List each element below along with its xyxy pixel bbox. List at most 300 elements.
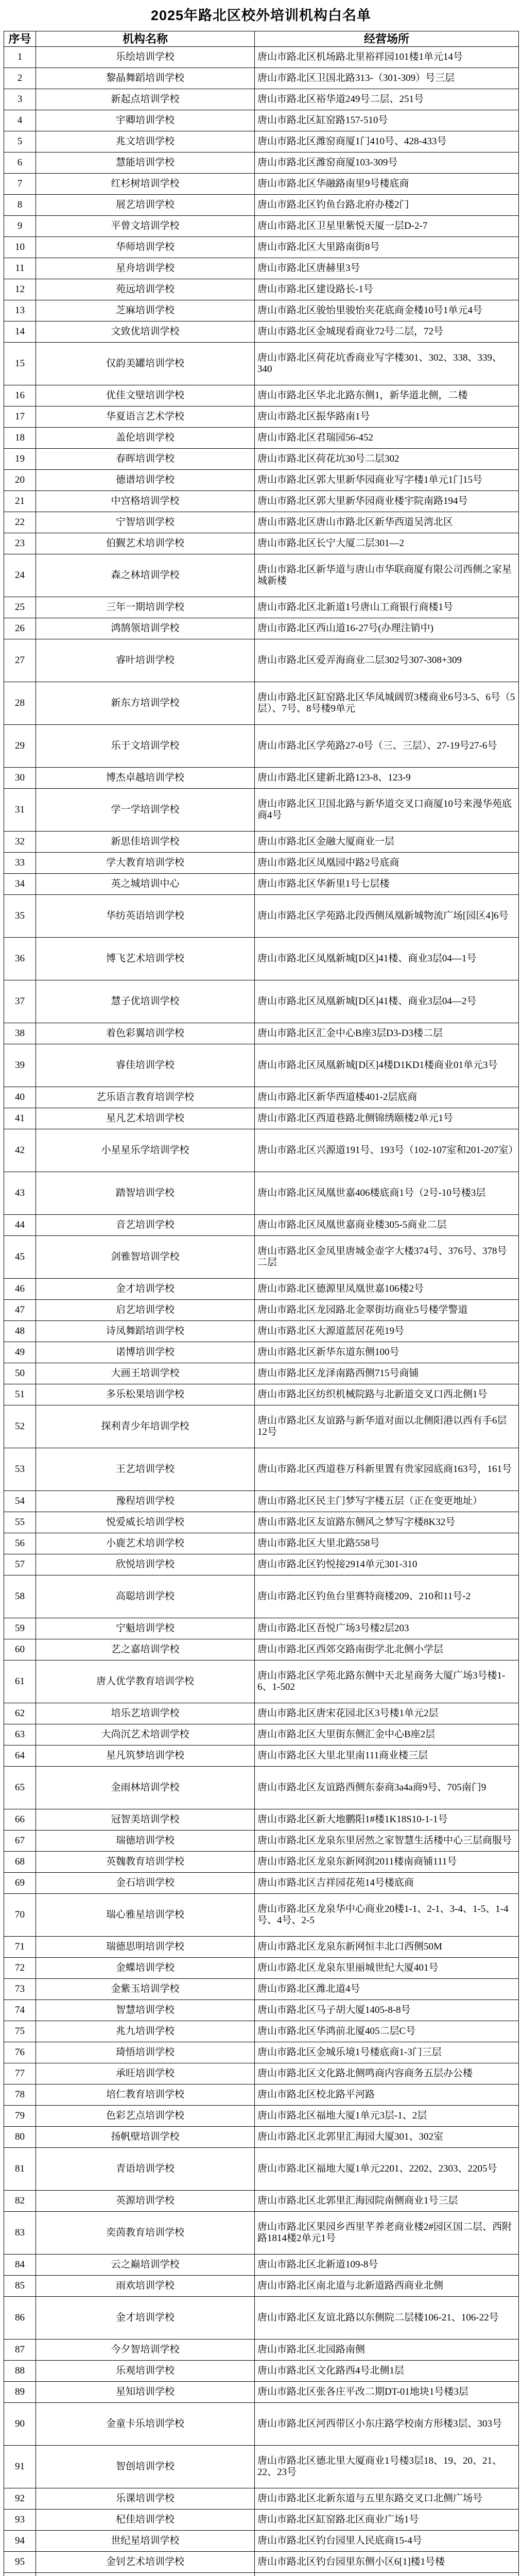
- row-business-address: 唐山市路北区友谊路与新华道对面以北侧阳港以西有手6层12号: [255, 1405, 519, 1448]
- row-institution-name: 云之巅培训学校: [36, 2255, 255, 2276]
- table-row: [4, 343, 519, 385]
- row-serial: 41: [4, 1108, 36, 1129]
- row-institution-name: 兆九培训学校: [36, 2021, 255, 2042]
- table-row: [4, 789, 519, 832]
- row-business-address: 唐山市路北区长宁大厦二层301—2: [255, 533, 519, 554]
- table-row: [4, 216, 519, 237]
- row-business-address: 唐山市路北区北郭里汇海园大厦301、302室: [255, 2127, 519, 2148]
- table-row: [4, 1129, 519, 1172]
- row-serial: 16: [4, 385, 36, 406]
- row-business-address: 唐山市路北区新大地鹏阳1#楼1K18S10-1-1号: [255, 1809, 519, 1831]
- row-business-address: 唐山市路北区果园乡西里芊养老商业楼2#园区国二层、西附路1814楼2单元1号: [255, 2212, 519, 2255]
- row-serial: 17: [4, 406, 36, 428]
- row-institution-name: 乐课培训学校: [36, 2488, 255, 2510]
- row-serial: 43: [4, 1172, 36, 1215]
- row-serial: 31: [4, 789, 36, 832]
- row-institution-name: 艺之嘉培训学校: [36, 1639, 255, 1660]
- row-institution-name: 新东方培训学校: [36, 682, 255, 725]
- row-serial: 42: [4, 1129, 36, 1172]
- table-row: [4, 639, 519, 682]
- row-business-address: 唐山市路北区卫星里紫悦天厦一层D-2-7: [255, 216, 519, 237]
- table-row: [4, 2106, 519, 2127]
- row-business-address: 唐山市路北区北园路南侧: [255, 2340, 519, 2361]
- row-serial: 26: [4, 618, 36, 639]
- row-business-address: 唐山市路北区西道巷万科新里置有贵家园底商163号，161号: [255, 1448, 519, 1491]
- table-row: [4, 300, 519, 321]
- row-serial: 12: [4, 279, 36, 300]
- row-serial: 92: [4, 2488, 36, 2510]
- row-institution-name: 慧子优培训学校: [36, 980, 255, 1023]
- table-row: [4, 682, 519, 725]
- row-institution-name: 华纺英语培训学校: [36, 895, 255, 938]
- row-business-address: [255, 2573, 519, 2576]
- table-row: [4, 2552, 519, 2573]
- row-institution-name: 金才培训学校: [36, 2297, 255, 2340]
- row-business-address: 唐山市路北区纺织机械院路与北新道交叉口西北侧1号: [255, 1384, 519, 1405]
- row-institution-name: 诺博培训学校: [36, 1342, 255, 1363]
- row-business-address: 唐山市路北区民主门梦写字楼五层（正在变更地址）: [255, 1491, 519, 1512]
- row-business-address: 唐山市路北区大源道蓝居花苑19号: [255, 1321, 519, 1342]
- table-row: [4, 1745, 519, 1767]
- header-institution-name: 机构名称: [36, 31, 255, 47]
- row-business-address: 唐山市路北区汇金中心B座3层D3-D3楼二层: [255, 1023, 519, 1044]
- row-serial: 38: [4, 1023, 36, 1044]
- row-business-address: 唐山市路北区德源里凤凰世嘉106楼2号: [255, 1279, 519, 1300]
- row-institution-name: 博杰卓越培训学校: [36, 768, 255, 789]
- table-row: [4, 2021, 519, 2042]
- row-business-address: 唐山市路北区北郭里汇海园院南侧商业1号三层: [255, 2191, 519, 2212]
- document-title: 2025年路北区校外培训机构白名单: [150, 8, 372, 23]
- row-institution-name: 睿叶培训学校: [36, 639, 255, 682]
- row-institution-name: 今夕智培训学校: [36, 2340, 255, 2361]
- row-institution-name: 金钊艺术培训学校: [36, 2552, 255, 2573]
- row-business-address: 唐山市路北区北新道109-8号: [255, 2255, 519, 2276]
- row-institution-name: 新起点培训学校: [36, 89, 255, 110]
- row-business-address: 唐山市路北区友谊北路以东侧院二层楼106-21、106-22号: [255, 2297, 519, 2340]
- row-serial: 36: [4, 938, 36, 980]
- row-business-address: 唐山市路北区学苑路27-0号（三、三层）、27-19号27-6号: [255, 725, 519, 768]
- row-institution-name: 宁智培训学校: [36, 512, 255, 533]
- row-institution-name: 鸿鹄领培训学校: [36, 618, 255, 639]
- row-serial: 30: [4, 768, 36, 789]
- table-row: [4, 725, 519, 768]
- row-institution-name: 苑远培训学校: [36, 279, 255, 300]
- row-business-address: 唐山市路北区卫国北路与新华道交叉口商厦10号来漫华苑底商4号: [255, 789, 519, 832]
- row-serial: 57: [4, 1554, 36, 1575]
- table-row: [4, 1831, 519, 1852]
- row-business-address: 唐山市路北区荷花坑30号二层302: [255, 449, 519, 470]
- row-business-address: 唐山市路北区龙泽南路西侧715号商铺: [255, 1363, 519, 1384]
- row-serial: 20: [4, 470, 36, 491]
- row-institution-name: 王艺培训学校: [36, 1448, 255, 1491]
- table-row: [4, 533, 519, 554]
- row-serial: 9: [4, 216, 36, 237]
- row-business-address: 唐山市路北区龙泉东里居然之家智慧生活楼中心三层商服号: [255, 1831, 519, 1852]
- row-institution-name: 黎晶舞蹈培训学校: [36, 68, 255, 89]
- row-business-address: 唐山市路北区凤凰新城[D区]4楼D1KD1楼商业01单元3号: [255, 1044, 519, 1087]
- row-institution-name: 金雨林培训学校: [36, 1767, 255, 1809]
- row-business-address: 唐山市路北区钓鱼台路北府办楼2门: [255, 195, 519, 216]
- table-row: [4, 1618, 519, 1639]
- row-serial: 89: [4, 2382, 36, 2403]
- row-serial: 2: [4, 68, 36, 89]
- row-business-address: 唐山市路北区郭大里新华园商业楼宇院南路194号: [255, 491, 519, 512]
- row-institution-name: 琦悟培训学校: [36, 2042, 255, 2063]
- table-row: [4, 2573, 519, 2576]
- row-business-address: 唐山市路北区德北里大厦商业1号楼3层18、19、20、21、22、23号: [255, 2446, 519, 2488]
- table-row: [4, 1937, 519, 1958]
- table-row: [4, 2255, 519, 2276]
- row-business-address: 唐山市路北区福地大厦1单元2201、2202、2303、2205号: [255, 2148, 519, 2191]
- row-institution-name: 三年一期培训学校: [36, 597, 255, 618]
- row-institution-name: 智慧培训学校: [36, 2000, 255, 2021]
- row-institution-name: [36, 2573, 255, 2576]
- row-business-address: 唐山市路北区学苑路北段西侧凤凰新城物流广场[园区4]6号: [255, 895, 519, 938]
- row-institution-name: 乐观培训学校: [36, 2361, 255, 2382]
- table-row: [4, 1172, 519, 1215]
- row-institution-name: 大画王培训学校: [36, 1363, 255, 1384]
- table-row: [4, 853, 519, 874]
- row-institution-name: 大尚沉艺术培训学校: [36, 1724, 255, 1745]
- table-row: [4, 1215, 519, 1236]
- row-business-address: 唐山市路北区凤凰新城[D区]41楼、商业3层04—1号: [255, 938, 519, 980]
- row-serial: 75: [4, 2021, 36, 2042]
- row-business-address: 唐山市路北区金城乐境1号楼底商1-3门三层: [255, 2042, 519, 2063]
- table-row: [4, 1342, 519, 1363]
- row-institution-name: 伯觐艺术培训学校: [36, 533, 255, 554]
- row-business-address: 唐山市路北区龙泉东里丽城世纪大厦401号: [255, 1958, 519, 1979]
- row-serial: [4, 2573, 36, 2576]
- row-serial: 67: [4, 1831, 36, 1852]
- row-serial: 74: [4, 2000, 36, 2021]
- row-serial: 55: [4, 1512, 36, 1533]
- row-business-address: 唐山市路北区缸窑路北区华凤城阔贸3楼商业6号3-5、6号（5层）、7号、8号楼9单元: [255, 682, 519, 725]
- row-business-address: 唐山市路北区华北北路东侧1，新华道北侧，二楼: [255, 385, 519, 406]
- table-row: [4, 597, 519, 618]
- table-row: [4, 449, 519, 470]
- row-institution-name: 剑雅智培训学校: [36, 1236, 255, 1279]
- row-serial: 78: [4, 2084, 36, 2106]
- row-business-address: 唐山市路北区唐宋花园北区3号楼1单元2层: [255, 1703, 519, 1724]
- row-institution-name: 世纪星培训学校: [36, 2531, 255, 2552]
- row-serial: 86: [4, 2297, 36, 2340]
- row-business-address: 唐山市路北区学苑北路东侧中天北星商务大厦广场3号楼1-6、1-502: [255, 1660, 519, 1703]
- row-serial: 3: [4, 89, 36, 110]
- row-institution-name: 春晖培训学校: [36, 449, 255, 470]
- row-business-address: 唐山市路北区凤凰新城[D区]41楼、商业3层04—2号: [255, 980, 519, 1023]
- table-row: [4, 1767, 519, 1809]
- row-institution-name: 雨欢培训学校: [36, 2276, 255, 2297]
- row-serial: 91: [4, 2446, 36, 2488]
- row-business-address: 唐山市路北区文化路北侧鸣商内容商务五层办公楼: [255, 2063, 519, 2084]
- row-business-address: 唐山市路北区郭大里新华园商业写字楼1单元1门15号: [255, 470, 519, 491]
- row-business-address: 唐山市路北区缸窑路北区商业广场1号: [255, 2510, 519, 2531]
- table-row: [4, 1087, 519, 1108]
- table-row: [4, 258, 519, 279]
- row-institution-name: 金童卡乐培训学校: [36, 2403, 255, 2446]
- table-row: [4, 2297, 519, 2340]
- table-row: [4, 1958, 519, 1979]
- row-business-address: 唐山市路北区吉祥园花苑14号楼底商: [255, 1873, 519, 1894]
- row-serial: 37: [4, 980, 36, 1023]
- row-business-address: 唐山市路北区爱弄海商业二层302号307-308+309: [255, 639, 519, 682]
- row-serial: 45: [4, 1236, 36, 1279]
- row-serial: 63: [4, 1724, 36, 1745]
- row-serial: 27: [4, 639, 36, 682]
- row-serial: 7: [4, 174, 36, 195]
- row-serial: 8: [4, 195, 36, 216]
- row-business-address: 唐山市路北区钓鱼台里赛特商楼209、210和11号-2: [255, 1575, 519, 1618]
- table-row: [4, 1575, 519, 1618]
- table-row: [4, 237, 519, 258]
- row-business-address: 唐山市路北区大里街东侧汇金中心B座2层: [255, 1724, 519, 1745]
- table-row: [4, 1448, 519, 1491]
- row-institution-name: 展艺培训学校: [36, 195, 255, 216]
- row-institution-name: 乐于文培训学校: [36, 725, 255, 768]
- row-institution-name: 瑞心雅星培训学校: [36, 1894, 255, 1937]
- row-institution-name: 英魏教育培训学校: [36, 1852, 255, 1873]
- table-row: [4, 938, 519, 980]
- row-institution-name: 音艺培训学校: [36, 1215, 255, 1236]
- row-serial: 71: [4, 1937, 36, 1958]
- row-serial: 77: [4, 2063, 36, 2084]
- row-serial: 72: [4, 1958, 36, 1979]
- whitelist-table: [4, 31, 519, 2576]
- row-serial: 70: [4, 1894, 36, 1937]
- table-row: [4, 2148, 519, 2191]
- table-row: [4, 832, 519, 853]
- row-serial: 32: [4, 832, 36, 853]
- row-business-address: 唐山市路北区华新里1号七层楼: [255, 874, 519, 895]
- row-business-address: 唐山市路北区机场路北里裕祥园101楼1单元14号: [255, 47, 519, 68]
- row-business-address: 唐山市路北区潍北道4号: [255, 1979, 519, 2000]
- row-business-address: 唐山市路北区友谊路东侧风之梦写字楼8K32号: [255, 1512, 519, 1533]
- row-institution-name: 金石培训学校: [36, 1873, 255, 1894]
- row-institution-name: 高聪培训学校: [36, 1575, 255, 1618]
- row-institution-name: 瑞德思明培训学校: [36, 1937, 255, 1958]
- table-row: [4, 895, 519, 938]
- table-row: [4, 1724, 519, 1745]
- table-row: [4, 1554, 519, 1575]
- row-institution-name: 英之城培训中心: [36, 874, 255, 895]
- row-institution-name: 培仁教育培训学校: [36, 2084, 255, 2106]
- row-business-address: 唐山市路北区友谊路西侧东泰商3a4a商9号、705南门9: [255, 1767, 519, 1809]
- row-serial: 39: [4, 1044, 36, 1087]
- row-institution-name: 培乐艺培训学校: [36, 1703, 255, 1724]
- row-institution-name: 冠智美培训学校: [36, 1809, 255, 1831]
- row-serial: 94: [4, 2531, 36, 2552]
- row-serial: 10: [4, 237, 36, 258]
- table-row: [4, 1405, 519, 1448]
- row-business-address: 唐山市路北区龙泉东新网恒丰北口西侧50M: [255, 1937, 519, 1958]
- row-serial: 87: [4, 2340, 36, 2361]
- row-serial: 50: [4, 1363, 36, 1384]
- row-serial: 34: [4, 874, 36, 895]
- row-institution-name: 兆文培训学校: [36, 131, 255, 152]
- table-row: [4, 2488, 519, 2510]
- row-institution-name: 盖伦培训学校: [36, 428, 255, 449]
- table-row: [4, 1852, 519, 1873]
- table-row: [4, 768, 519, 789]
- table-body: [4, 47, 519, 2576]
- row-serial: 61: [4, 1660, 36, 1703]
- row-serial: 35: [4, 895, 36, 938]
- row-institution-name: 英源培训学校: [36, 2191, 255, 2212]
- row-serial: 5: [4, 131, 36, 152]
- row-institution-name: 启艺培训学校: [36, 1300, 255, 1321]
- table-row: [4, 1023, 519, 1044]
- row-institution-name: 星舟培训学校: [36, 258, 255, 279]
- row-business-address: 唐山市路北区君瑞园56-452: [255, 428, 519, 449]
- table-row: [4, 2000, 519, 2021]
- table-header-row: [4, 31, 519, 47]
- row-business-address: 唐山市路北区金融大厦商业一层: [255, 832, 519, 853]
- row-serial: 85: [4, 2276, 36, 2297]
- table-row: [4, 1639, 519, 1660]
- table-row: [4, 2084, 519, 2106]
- table-row: [4, 1894, 519, 1937]
- row-serial: 21: [4, 491, 36, 512]
- table-row: [4, 618, 519, 639]
- table-row: [4, 1512, 519, 1533]
- row-institution-name: 仅韵美罐培训学校: [36, 343, 255, 385]
- row-business-address: 唐山市路北区缸窑路157-510号: [255, 110, 519, 131]
- row-institution-name: 睿佳培训学校: [36, 1044, 255, 1087]
- row-serial: 53: [4, 1448, 36, 1491]
- table-row: [4, 174, 519, 195]
- table-row: [4, 1873, 519, 1894]
- row-institution-name: 华师培训学校: [36, 237, 255, 258]
- row-business-address: 唐山市路北区南北道与北新道路西商业北侧: [255, 2276, 519, 2297]
- row-institution-name: 慧能培训学校: [36, 152, 255, 174]
- row-business-address: 唐山市路北区大里北里南111商业楼三层: [255, 1745, 519, 1767]
- table-row: [4, 1044, 519, 1087]
- row-business-address: 唐山市路北区吾悦广场3号楼2层203: [255, 1618, 519, 1639]
- row-institution-name: 多乐松果培训学校: [36, 1384, 255, 1405]
- row-serial: 52: [4, 1405, 36, 1448]
- row-serial: 15: [4, 343, 36, 385]
- row-serial: 1: [4, 47, 36, 68]
- row-serial: 56: [4, 1533, 36, 1554]
- row-serial: 46: [4, 1279, 36, 1300]
- row-serial: 25: [4, 597, 36, 618]
- row-institution-name: 新思佳培训学校: [36, 832, 255, 853]
- row-business-address: 唐山市路北区骏怡里骏怡夹花底商金楼10号1单元4号: [255, 300, 519, 321]
- row-business-address: 唐山市路北区凤凰园中路2号底商: [255, 853, 519, 874]
- row-business-address: 唐山市路北区新华道与唐山市华联商厦有限公司西侧之家星城新楼: [255, 554, 519, 597]
- row-serial: 13: [4, 300, 36, 321]
- table-row: [4, 2510, 519, 2531]
- row-institution-name: 金才培训学校: [36, 1279, 255, 1300]
- table-row: [4, 68, 519, 89]
- row-business-address: 唐山市路北区潍窑商厦1门410号、428-433号: [255, 131, 519, 152]
- row-institution-name: 文致优培训学校: [36, 321, 255, 343]
- row-institution-name: 优佳文壁培训学校: [36, 385, 255, 406]
- row-institution-name: 红杉树培训学校: [36, 174, 255, 195]
- row-serial: 66: [4, 1809, 36, 1831]
- table-row: [4, 2446, 519, 2488]
- row-serial: 19: [4, 449, 36, 470]
- row-business-address: 唐山市路北区文化路西4号北侧1层: [255, 2361, 519, 2382]
- row-institution-name: 德谱培训学校: [36, 470, 255, 491]
- row-institution-name: 平曾文培训学校: [36, 216, 255, 237]
- table-row: [4, 2361, 519, 2382]
- row-business-address: 唐山市路北区兴源道191号、193号（102-107室和201-207室）: [255, 1129, 519, 1172]
- row-serial: 58: [4, 1575, 36, 1618]
- row-business-address: 唐山市路北区西山道16-27号(办理注销中): [255, 618, 519, 639]
- row-business-address: 唐山市路北区凤凰世嘉406楼底商1号（2号-10号楼3层: [255, 1172, 519, 1215]
- row-serial: 29: [4, 725, 36, 768]
- row-serial: 4: [4, 110, 36, 131]
- table-row: [4, 470, 519, 491]
- row-business-address: 唐山市路北区马子胡大厦1405-8-8号: [255, 2000, 519, 2021]
- table-row: [4, 980, 519, 1023]
- row-institution-name: 宇卿培训学校: [36, 110, 255, 131]
- row-institution-name: 诗凤舞蹈培训学校: [36, 1321, 255, 1342]
- row-institution-name: 欣悦培训学校: [36, 1554, 255, 1575]
- row-serial: 18: [4, 428, 36, 449]
- row-business-address: 唐山市路北区新华东道东侧100号: [255, 1342, 519, 1363]
- table-row: [4, 2127, 519, 2148]
- row-institution-name: 唐人优学教育培训学校: [36, 1660, 255, 1703]
- row-business-address: 唐山市路北区金城现看商业72号二层，72号: [255, 321, 519, 343]
- row-serial: 40: [4, 1087, 36, 1108]
- table-row: [4, 2276, 519, 2297]
- row-business-address: 唐山市路北区卫国北路313-（301-309）号三层: [255, 68, 519, 89]
- row-serial: 65: [4, 1767, 36, 1809]
- row-serial: 24: [4, 554, 36, 597]
- row-serial: 84: [4, 2255, 36, 2276]
- row-business-address: 唐山市路北区大里路南街8号: [255, 237, 519, 258]
- row-institution-name: 探利青少年培训学校: [36, 1405, 255, 1448]
- row-business-address: 唐山市路北区华鸿前北厦405二层C号: [255, 2021, 519, 2042]
- row-institution-name: 宁魁培训学校: [36, 1618, 255, 1639]
- table-row: [4, 1108, 519, 1129]
- row-serial: 79: [4, 2106, 36, 2127]
- row-serial: 23: [4, 533, 36, 554]
- row-serial: 95: [4, 2552, 36, 2573]
- row-serial: 93: [4, 2510, 36, 2531]
- row-serial: 82: [4, 2191, 36, 2212]
- table-row: [4, 1300, 519, 1321]
- row-business-address: 唐山市路北区建设路长-1号: [255, 279, 519, 300]
- row-business-address: 唐山市路北区钓台园里人民底商15-4号: [255, 2531, 519, 2552]
- row-business-address: 唐山市路北区振华路南1号: [255, 406, 519, 428]
- row-serial: 81: [4, 2148, 36, 2191]
- row-business-address: 唐山市路北区西郊交路南街学北北侧小学层: [255, 1639, 519, 1660]
- row-serial: 14: [4, 321, 36, 343]
- table-row: [4, 2403, 519, 2446]
- row-business-address: 唐山市路北区河西带区小东庄路学校南方形楼3层、303号: [255, 2403, 519, 2446]
- header-business-address: 经营场所: [255, 31, 519, 47]
- row-institution-name: 踏智培训学校: [36, 1172, 255, 1215]
- row-serial: 44: [4, 1215, 36, 1236]
- row-serial: 59: [4, 1618, 36, 1639]
- row-business-address: 唐山市路北区大里北路558号: [255, 1533, 519, 1554]
- row-institution-name: 豫程培训学校: [36, 1491, 255, 1512]
- row-business-address: 唐山市路北区龙泉华中心商业20楼1-1、2-1、3-4、1-5、1-4号、4号、2-5: [255, 1894, 519, 1937]
- row-serial: 60: [4, 1639, 36, 1660]
- row-serial: 80: [4, 2127, 36, 2148]
- row-business-address: 唐山市路北区荷花坑香商业写字楼301、302、338、339、340: [255, 343, 519, 385]
- row-serial: 28: [4, 682, 36, 725]
- row-serial: 47: [4, 1300, 36, 1321]
- table-row: [4, 491, 519, 512]
- row-institution-name: 承旺培训学校: [36, 2063, 255, 2084]
- row-serial: 68: [4, 1852, 36, 1873]
- row-institution-name: 色彩艺点培训学校: [36, 2106, 255, 2127]
- table-row: [4, 110, 519, 131]
